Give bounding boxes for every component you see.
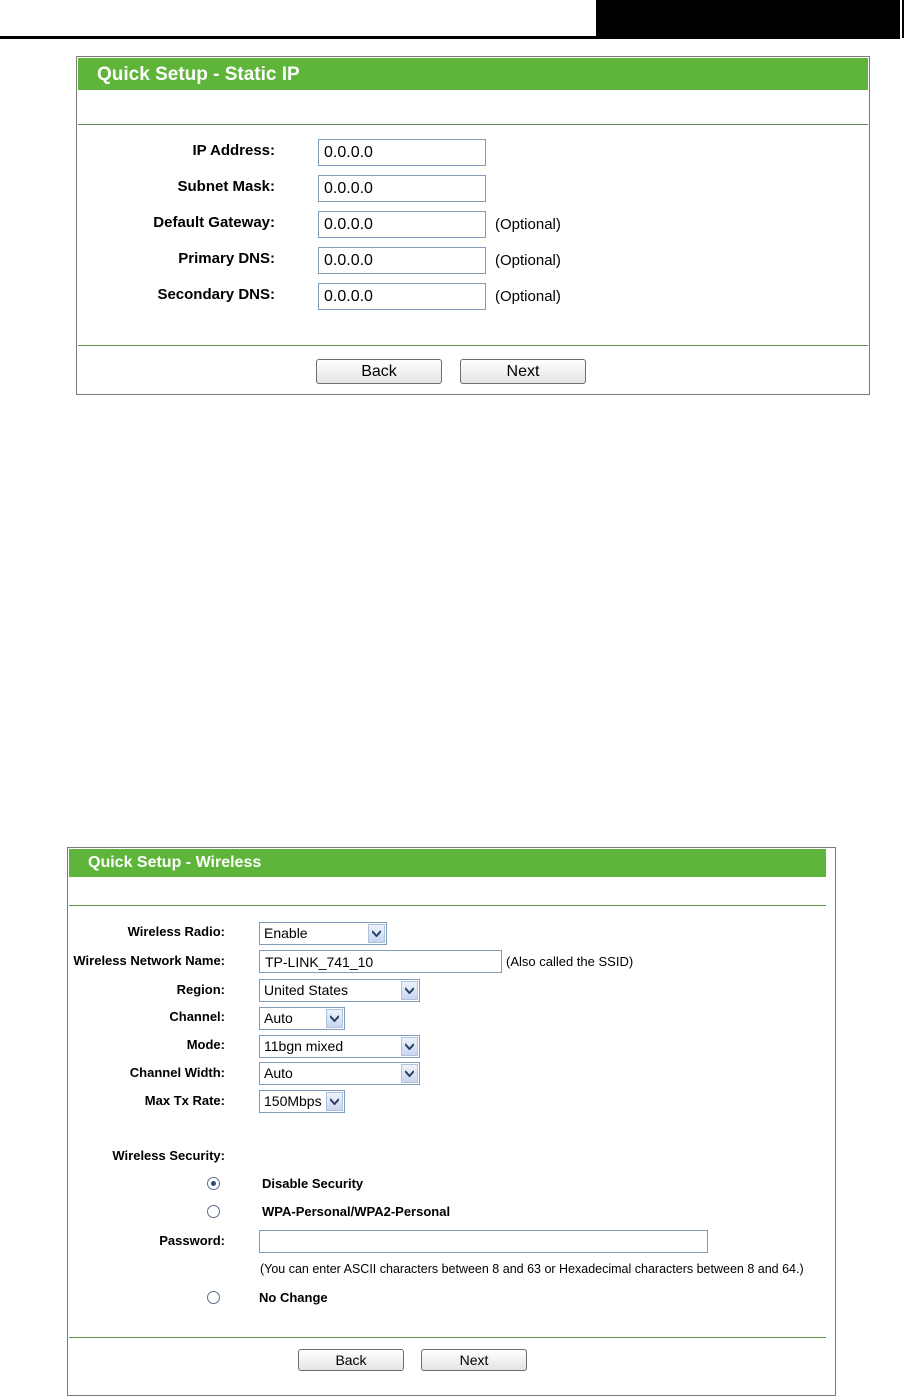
chevron-down-icon — [401, 1064, 418, 1083]
password-hint: (You can enter ASCII characters between 8 and 63 or Hexadecimal characters between 8 and 64.) — [260, 1262, 804, 1276]
static-ip-next-button[interactable]: Next — [460, 359, 586, 384]
static-ip-top-divider — [78, 124, 868, 125]
wireless-bottom-divider — [69, 1337, 826, 1338]
wpa-personal-label: WPA-Personal/WPA2-Personal — [262, 1204, 451, 1219]
primary-dns-label: Primary DNS: — [178, 250, 275, 267]
channel-value: Auto — [264, 1010, 293, 1026]
chevron-down-icon — [368, 924, 385, 943]
static-ip-title: Quick Setup - Static IP — [97, 64, 300, 85]
secondary-dns-hint: (Optional) — [495, 288, 561, 305]
secondary-dns-input[interactable] — [318, 283, 486, 310]
chevron-down-icon — [401, 981, 418, 1000]
wireless-radio-label: Wireless Radio: — [127, 924, 225, 939]
subnet-mask-input[interactable] — [318, 175, 486, 202]
wireless-title: Quick Setup - Wireless — [88, 854, 262, 871]
default-gateway-hint: (Optional) — [495, 216, 561, 233]
static-ip-panel — [76, 56, 870, 395]
channel-width-value: Auto — [264, 1065, 293, 1081]
max-tx-rate-select[interactable] — [259, 1090, 345, 1113]
default-gateway-label: Default Gateway: — [153, 214, 275, 231]
region-select[interactable] — [259, 979, 420, 1002]
ssid-input[interactable] — [259, 950, 502, 973]
wpa-personal-radio[interactable] — [207, 1205, 220, 1218]
disable-security-radio[interactable] — [207, 1177, 220, 1190]
static-ip-bottom-divider — [78, 345, 868, 346]
header-rule — [0, 36, 900, 39]
ssid-label: Wireless Network Name: — [73, 953, 225, 968]
wireless-header — [69, 849, 826, 877]
primary-dns-input[interactable] — [318, 247, 486, 274]
chevron-down-icon — [326, 1009, 343, 1028]
password-label: Password: — [159, 1233, 225, 1248]
header-block — [596, 0, 900, 38]
secondary-dns-label: Secondary DNS: — [157, 286, 275, 303]
channel-width-select[interactable] — [259, 1062, 420, 1085]
channel-select[interactable] — [259, 1007, 345, 1030]
max-tx-rate-value: 150Mbps — [264, 1093, 322, 1109]
wireless-radio-select[interactable] — [259, 922, 387, 945]
region-label: Region: — [176, 982, 225, 997]
primary-dns-hint: (Optional) — [495, 252, 561, 269]
max-tx-rate-label: Max Tx Rate: — [144, 1093, 225, 1108]
ip-address-input[interactable] — [318, 139, 486, 166]
wireless-panel — [67, 847, 836, 1396]
no-change-radio[interactable] — [207, 1291, 220, 1304]
ip-address-label: IP Address: — [192, 142, 275, 159]
wireless-radio-value: Enable — [264, 925, 308, 941]
chevron-down-icon — [401, 1037, 418, 1056]
mode-select[interactable] — [259, 1035, 420, 1058]
ssid-hint: (Also called the SSID) — [506, 954, 634, 969]
chevron-down-icon — [326, 1092, 343, 1111]
wireless-security-label: Wireless Security: — [112, 1148, 225, 1163]
wireless-back-button[interactable]: Back — [298, 1349, 404, 1371]
disable-security-label: Disable Security — [262, 1176, 364, 1191]
static-ip-back-button[interactable]: Back — [316, 359, 442, 384]
region-value: United States — [264, 982, 349, 998]
wireless-top-divider — [69, 905, 826, 906]
mode-label: Mode: — [186, 1037, 225, 1052]
channel-width-label: Channel Width: — [129, 1065, 225, 1080]
radio-selected-dot — [211, 1181, 216, 1186]
header-edge — [902, 0, 904, 38]
default-gateway-input[interactable] — [318, 211, 486, 238]
mode-value: 11bgn mixed — [264, 1038, 344, 1054]
static-ip-header — [78, 58, 868, 90]
no-change-label: No Change — [259, 1290, 328, 1305]
channel-label: Channel: — [169, 1009, 225, 1024]
password-input[interactable] — [259, 1230, 708, 1253]
wireless-next-button[interactable]: Next — [421, 1349, 527, 1371]
subnet-mask-label: Subnet Mask: — [177, 178, 275, 195]
